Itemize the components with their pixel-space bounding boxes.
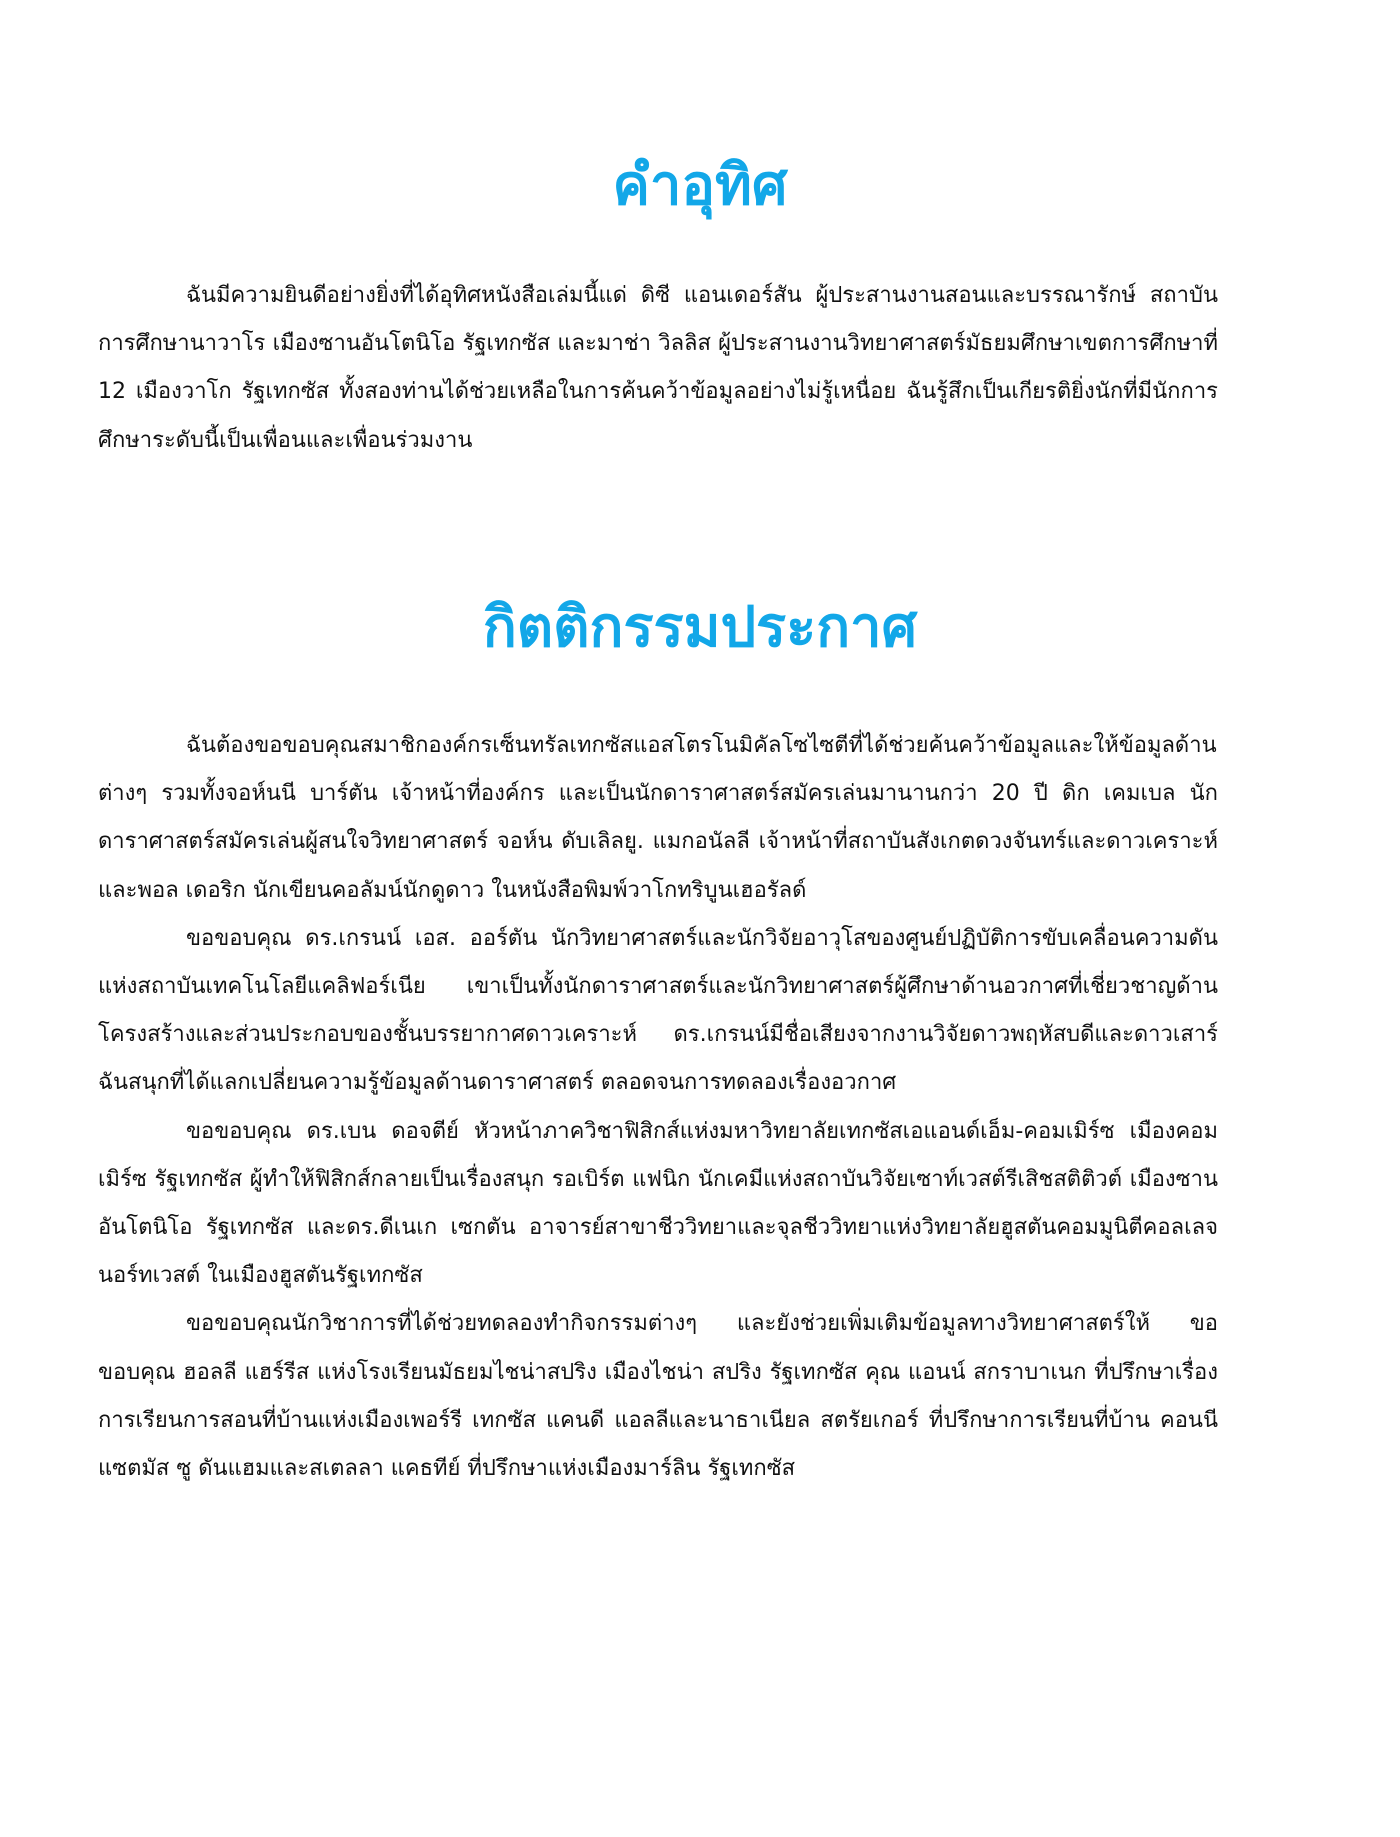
acknowledgements-paragraph-4: ขอขอบคุณนักวิชาการที่ได้ช่วยทดลองทำกิจกรรมต่างๆ และยังช่วยเพิ่มเติมข้อมูลทางวิทยาศาสตร์ให้ ขอขอบคุณ ฮอลลี แฮร์รีส แห่งโรงเรียนมัธยมไชน่าสปริง เมืองไชน่า สปริง รัฐเทกซัส คุณ แอนน์ สกราบาเนก ที่ปรึกษาเรื่องการเรียนการสอนที่บ้านแห่งเมืองเพอร์รี เทกซัส แคนดี แอลลีและนาธาเนียล สตรัยเกอร์ ที่ปรึกษาการเรียนที่บ้าน คอนนี แซตมัส ซู ดันแฮมและสเตลลา แคธทีย์ ที่ปรึกษาแห่งเมืองมาร์ลิน รัฐเทกซัส (98, 1311, 1218, 1482)
dedication-text (98, 272, 1218, 465)
dedication-title: คำอุทิศ (612, 153, 788, 218)
acknowledgements-paragraph-3: ขอขอบคุณ ดร.เบน ดอจตีย์ หัวหน้าภาควิชาฟิสิกส์แห่งมหาวิทยาลัยเทกซัสเอแอนด์เอ็ม-คอมเมิร์ซ เมืองคอมเมิร์ซ รัฐเทกซัส ผู้ทำให้ฟิสิกส์กลายเป็นเรื่องสนุก รอเบิร์ต แฟนิก นักเคมีแห่งสถาบันวิจัยเซาท์เวสต์รีเสิชสติติวต์ เมืองซานอันโตนิโอ รัฐเทกซัส และดร.ดีเนเก เซกตัน อาจารย์สาขาชีววิทยาและจุลชีววิทยาแห่งวิทยาลัยฮูสตันคอมมูนิตีคอลเลจ นอร์ทเวสต์ ในเมืองฮูสตันรัฐเทกซัส (98, 1118, 1218, 1289)
acknowledgements-paragraph-1: ฉันต้องขอขอบคุณสมาชิกองค์กรเซ็นทรัลเทกซัสแอสโตรโนมิคัลโซไซตีที่ได้ช่วยค้นคว้าข้อมูลและให้ข้อมูลด้านต่างๆ รวมทั้งจอห์นนี บาร์ตัน เจ้าหน้าที่องค์กร และเป็นนักดาราศาสตร์สมัครเล่นมานานกว่า 20 ปี ดิก เคมเบล นักดาราศาสตร์สมัครเล่นผู้สนใจวิทยาศาสตร์ จอห์น ดับเลิลยู. แมกอนัลลี เจ้าหน้าที่สถาบันสังเกตดวงจันทร์และดาวเคราะห์ และพอล เดอริก นักเขียนคอลัมน์นักดูดาว ในหนังสือพิมพ์วาโกทริบูนเฮอรัลด์ (98, 733, 1218, 903)
acknowledgements-title: กิตติกรรมประกาศ (482, 595, 918, 660)
acknowledgements-paragraph-2: ขอขอบคุณ ดร.เกรนน์ เอส. ออร์ตัน นักวิทยาศาสตร์และนักวิจัยอาวุโสของศูนย์ปฏิบัติการขับเคลื่อนความดันแห่งสถาบันเทคโนโลยีแคลิฟอร์เนีย เขาเป็นทั้งนักดาราศาสตร์และนักวิทยาศาสตร์ผู้ศึกษาด้านอวกาศที่เชี่ยวชาญด้านโครงสร้างและส่วนประกอบของชั้นบรรยากาศดาวเคราะห์ ดร.เกรนน์มีชื่อเสียงจากงานวิจัยดาวพฤหัสบดีและดาวเสาร์ ฉันสนุกที่ได้แลกเปลี่ยนความรู้ข้อมูลด้านดาราศาสตร์ ตลอดจนการทดลองเรื่องอวกาศ (98, 925, 1218, 1096)
acknowledgements-text (98, 722, 1218, 1493)
dedication-paragraph: ฉันมีความยินดีอย่างยิ่งที่ได้อุทิศหนังสือเล่มนี้แด่ ดิซี แอนเดอร์สัน ผู้ประสานงานสอนและบรรณารักษ์ สถาบันการศึกษานาวาโร เมืองซานอันโตนิโอ รัฐเทกซัส และมาช่า วิลลิส ผู้ประสานงานวิทยาศาสตร์มัธยมศึกษาเขตการศึกษาที่ 12 เมืองวาโก รัฐเทกซัส ทั้งสองท่านได้ช่วยเหลือในการค้นคว้าข้อมูลอย่างไม่รู้เหนื่อย ฉันรู้สึกเป็นเกียรติยิ่งนักที่มีนักการศึกษาระดับนี้เป็นเพื่อนและเพื่อนร่วมงาน (98, 283, 1218, 453)
